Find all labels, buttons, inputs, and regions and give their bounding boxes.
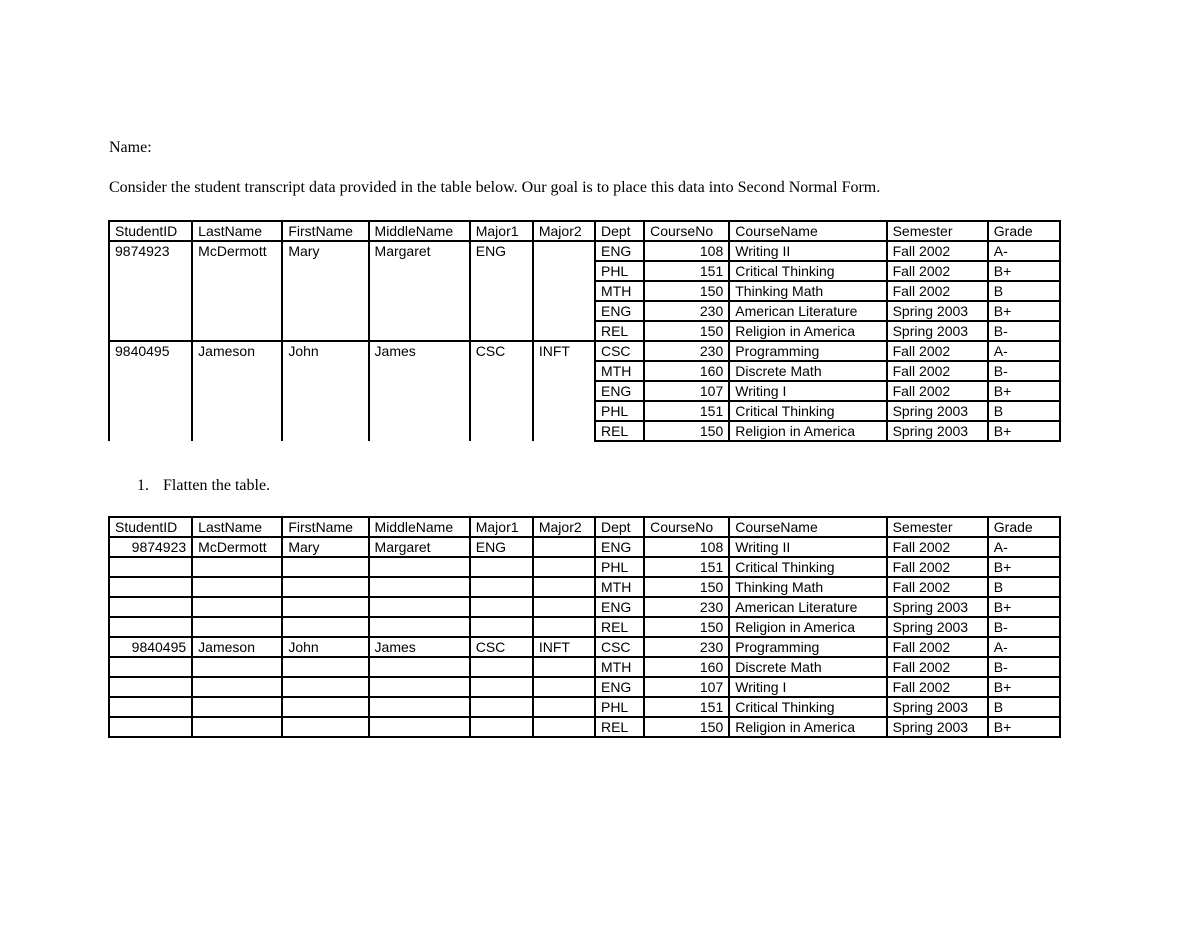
semester-cell: Fall 2002 — [887, 381, 988, 401]
dept-cell: ENG — [595, 597, 644, 617]
dept-cell: PHL — [595, 697, 644, 717]
header-last-name: LastName — [192, 221, 282, 241]
header-row — [109, 221, 1060, 241]
first-name-cell — [282, 597, 368, 617]
middle-name-cell — [369, 717, 470, 737]
table-row — [109, 577, 1060, 597]
major1-cell: CSC — [470, 341, 533, 441]
grade-cell: B- — [988, 657, 1060, 677]
header-dept: Dept — [595, 517, 644, 537]
dept-cell: PHL — [595, 401, 644, 421]
course-no-cell: 150 — [644, 617, 729, 637]
semester-cell: Fall 2002 — [887, 577, 988, 597]
header-major2: Major2 — [533, 221, 595, 241]
course-name-cell: Critical Thinking — [729, 557, 886, 577]
course-no-cell: 230 — [644, 301, 729, 321]
semester-cell: Spring 2003 — [887, 717, 988, 737]
header-student-id: StudentID — [109, 221, 192, 241]
header-semester: Semester — [887, 517, 988, 537]
semester-cell: Fall 2002 — [887, 677, 988, 697]
grade-cell: B — [988, 281, 1060, 301]
grade-cell: A- — [988, 241, 1060, 261]
student-id-cell — [109, 617, 192, 637]
first-name-cell — [282, 677, 368, 697]
course-name-cell: Programming — [729, 637, 886, 657]
major1-cell: ENG — [470, 241, 533, 341]
major2-cell: INFT — [533, 341, 595, 441]
grade-cell: B — [988, 577, 1060, 597]
major2-cell — [533, 557, 595, 577]
course-name-cell: Writing II — [729, 241, 886, 261]
header-grade: Grade — [988, 517, 1060, 537]
question-1 — [137, 477, 270, 495]
header-course-name: CourseName — [729, 221, 886, 241]
first-name-cell — [282, 557, 368, 577]
course-name-cell: Religion in America — [729, 717, 886, 737]
table-row — [109, 717, 1060, 737]
middle-name-cell: Margaret — [369, 537, 470, 557]
last-name-cell — [192, 557, 282, 577]
header-course-name: CourseName — [729, 517, 886, 537]
last-name-cell — [192, 597, 282, 617]
first-name-cell — [282, 717, 368, 737]
grade-cell: A- — [988, 537, 1060, 557]
dept-cell: CSC — [595, 341, 644, 361]
major1-cell — [470, 717, 533, 737]
last-name-cell — [192, 677, 282, 697]
major2-cell: INFT — [533, 637, 595, 657]
dept-cell: MTH — [595, 361, 644, 381]
grade-cell: B- — [988, 617, 1060, 637]
last-name-cell — [192, 577, 282, 597]
course-name-cell: American Literature — [729, 301, 886, 321]
header-middle-name: MiddleName — [369, 221, 470, 241]
course-name-cell: Critical Thinking — [729, 401, 886, 421]
first-name-cell — [282, 577, 368, 597]
header-course-no: CourseNo — [644, 517, 729, 537]
major1-cell: CSC — [470, 637, 533, 657]
student-id-cell: 9840495 — [109, 341, 192, 441]
dept-cell: REL — [595, 321, 644, 341]
dept-cell: REL — [595, 617, 644, 637]
major2-cell — [533, 577, 595, 597]
major1-cell — [470, 677, 533, 697]
header-course-no: CourseNo — [644, 221, 729, 241]
header-dept: Dept — [595, 221, 644, 241]
header-major1: Major1 — [470, 517, 533, 537]
major1-cell — [470, 597, 533, 617]
last-name-cell: McDermott — [192, 241, 282, 341]
header-student-id: StudentID — [109, 517, 192, 537]
table-row — [109, 657, 1060, 677]
course-name-cell: Religion in America — [729, 617, 886, 637]
dept-cell: ENG — [595, 677, 644, 697]
major2-cell — [533, 697, 595, 717]
student-id-cell — [109, 557, 192, 577]
course-name-cell: American Literature — [729, 597, 886, 617]
course-name-cell: Programming — [729, 341, 886, 361]
dept-cell: MTH — [595, 657, 644, 677]
first-name-cell — [282, 697, 368, 717]
header-last-name: LastName — [192, 517, 282, 537]
flattened-table — [108, 516, 1061, 738]
semester-cell: Spring 2003 — [887, 617, 988, 637]
table-row — [109, 537, 1060, 557]
grade-cell: B+ — [988, 557, 1060, 577]
header-middle-name: MiddleName — [369, 517, 470, 537]
grade-cell: B — [988, 401, 1060, 421]
header-major1: Major1 — [470, 221, 533, 241]
course-no-cell: 150 — [644, 577, 729, 597]
course-no-cell: 150 — [644, 717, 729, 737]
dept-cell: ENG — [595, 381, 644, 401]
dept-cell: PHL — [595, 557, 644, 577]
major1-cell — [470, 617, 533, 637]
semester-cell: Spring 2003 — [887, 697, 988, 717]
last-name-cell — [192, 657, 282, 677]
course-name-cell: Thinking Math — [729, 577, 886, 597]
semester-cell: Fall 2002 — [887, 281, 988, 301]
student-id-cell: 9874923 — [109, 241, 192, 341]
last-name-cell — [192, 717, 282, 737]
table-row — [109, 617, 1060, 637]
course-no-cell: 160 — [644, 361, 729, 381]
name-label: Name: — [109, 139, 152, 156]
dept-cell: PHL — [595, 261, 644, 281]
course-no-cell: 150 — [644, 281, 729, 301]
middle-name-cell — [369, 657, 470, 677]
course-name-cell: Thinking Math — [729, 281, 886, 301]
grade-cell: B+ — [988, 597, 1060, 617]
table-row — [109, 637, 1060, 657]
course-name-cell: Religion in America — [729, 321, 886, 341]
course-no-cell: 151 — [644, 697, 729, 717]
table-row — [109, 241, 1060, 261]
course-no-cell: 230 — [644, 637, 729, 657]
major1-cell — [470, 557, 533, 577]
grade-cell: B+ — [988, 381, 1060, 401]
course-no-cell: 151 — [644, 261, 729, 281]
intro-paragraph: Consider the student transcript data provided in the table below. Our goal is to place this data into Second Normal Form. — [109, 179, 881, 196]
table-row — [109, 557, 1060, 577]
dept-cell: MTH — [595, 281, 644, 301]
table-row — [109, 597, 1060, 617]
dept-cell: CSC — [595, 637, 644, 657]
course-no-cell: 107 — [644, 381, 729, 401]
middle-name-cell — [369, 677, 470, 697]
semester-cell: Fall 2002 — [887, 361, 988, 381]
student-id-cell — [109, 577, 192, 597]
semester-cell: Fall 2002 — [887, 241, 988, 261]
course-name-cell: Critical Thinking — [729, 697, 886, 717]
course-no-cell: 230 — [644, 341, 729, 361]
major2-cell — [533, 617, 595, 637]
semester-cell: Spring 2003 — [887, 301, 988, 321]
major1-cell: ENG — [470, 537, 533, 557]
first-name-cell: Mary — [282, 241, 368, 341]
student-id-cell — [109, 677, 192, 697]
question-number: 1. — [137, 477, 149, 494]
course-name-cell: Writing I — [729, 677, 886, 697]
middle-name-cell: Margaret — [369, 241, 470, 341]
first-name-cell: Mary — [282, 537, 368, 557]
student-id-cell: 9840495 — [109, 637, 192, 657]
course-name-cell: Writing II — [729, 537, 886, 557]
grade-cell: B+ — [988, 261, 1060, 281]
course-name-cell: Discrete Math — [729, 361, 886, 381]
course-no-cell: 108 — [644, 241, 729, 261]
semester-cell: Fall 2002 — [887, 537, 988, 557]
semester-cell: Fall 2002 — [887, 341, 988, 361]
dept-cell: REL — [595, 717, 644, 737]
semester-cell: Fall 2002 — [887, 557, 988, 577]
semester-cell: Fall 2002 — [887, 637, 988, 657]
semester-cell: Fall 2002 — [887, 261, 988, 281]
major1-cell — [470, 657, 533, 677]
course-no-cell: 108 — [644, 537, 729, 557]
grade-cell: B — [988, 697, 1060, 717]
middle-name-cell — [369, 617, 470, 637]
last-name-cell — [192, 617, 282, 637]
first-name-cell: John — [282, 341, 368, 441]
dept-cell: MTH — [595, 577, 644, 597]
course-name-cell: Critical Thinking — [729, 261, 886, 281]
middle-name-cell: James — [369, 637, 470, 657]
grade-cell: A- — [988, 637, 1060, 657]
course-name-cell: Writing I — [729, 381, 886, 401]
course-no-cell: 160 — [644, 657, 729, 677]
course-name-cell: Discrete Math — [729, 657, 886, 677]
grade-cell: A- — [988, 341, 1060, 361]
student-id-cell — [109, 697, 192, 717]
course-no-cell: 107 — [644, 677, 729, 697]
question-text: Flatten the table. — [163, 477, 271, 494]
grade-cell: B- — [988, 361, 1060, 381]
dept-cell: ENG — [595, 301, 644, 321]
course-no-cell: 151 — [644, 401, 729, 421]
student-id-cell — [109, 597, 192, 617]
major2-cell — [533, 597, 595, 617]
dept-cell: ENG — [595, 241, 644, 261]
header-first-name: FirstName — [282, 517, 368, 537]
middle-name-cell — [369, 697, 470, 717]
middle-name-cell: James — [369, 341, 470, 441]
student-id-cell — [109, 717, 192, 737]
major1-cell — [470, 697, 533, 717]
course-name-cell: Religion in America — [729, 421, 886, 441]
course-no-cell: 151 — [644, 557, 729, 577]
semester-cell: Spring 2003 — [887, 421, 988, 441]
grade-cell: B+ — [988, 677, 1060, 697]
first-name-cell: John — [282, 637, 368, 657]
dept-cell: REL — [595, 421, 644, 441]
grade-cell: B- — [988, 321, 1060, 341]
first-name-cell — [282, 657, 368, 677]
course-no-cell: 150 — [644, 421, 729, 441]
table-row — [109, 341, 1060, 361]
major1-cell — [470, 577, 533, 597]
semester-cell: Spring 2003 — [887, 321, 988, 341]
major2-cell — [533, 677, 595, 697]
first-name-cell — [282, 617, 368, 637]
last-name-cell: McDermott — [192, 537, 282, 557]
table-row — [109, 697, 1060, 717]
course-no-cell: 150 — [644, 321, 729, 341]
student-id-cell: 9874923 — [109, 537, 192, 557]
transcript-table — [108, 220, 1061, 442]
semester-cell: Fall 2002 — [887, 657, 988, 677]
header-major2: Major2 — [533, 517, 595, 537]
grade-cell: B+ — [988, 301, 1060, 321]
semester-cell: Spring 2003 — [887, 597, 988, 617]
grade-cell: B+ — [988, 717, 1060, 737]
header-row — [109, 517, 1060, 537]
student-id-cell — [109, 657, 192, 677]
dept-cell: ENG — [595, 537, 644, 557]
major2-cell — [533, 717, 595, 737]
last-name-cell — [192, 697, 282, 717]
major2-cell — [533, 657, 595, 677]
header-first-name: FirstName — [282, 221, 368, 241]
last-name-cell: Jameson — [192, 341, 282, 441]
middle-name-cell — [369, 557, 470, 577]
semester-cell: Spring 2003 — [887, 401, 988, 421]
table-row — [109, 677, 1060, 697]
grade-cell: B+ — [988, 421, 1060, 441]
header-grade: Grade — [988, 221, 1060, 241]
major2-cell — [533, 537, 595, 557]
course-no-cell: 230 — [644, 597, 729, 617]
header-semester: Semester — [887, 221, 988, 241]
last-name-cell: Jameson — [192, 637, 282, 657]
middle-name-cell — [369, 577, 470, 597]
major2-cell — [533, 241, 595, 341]
middle-name-cell — [369, 597, 470, 617]
